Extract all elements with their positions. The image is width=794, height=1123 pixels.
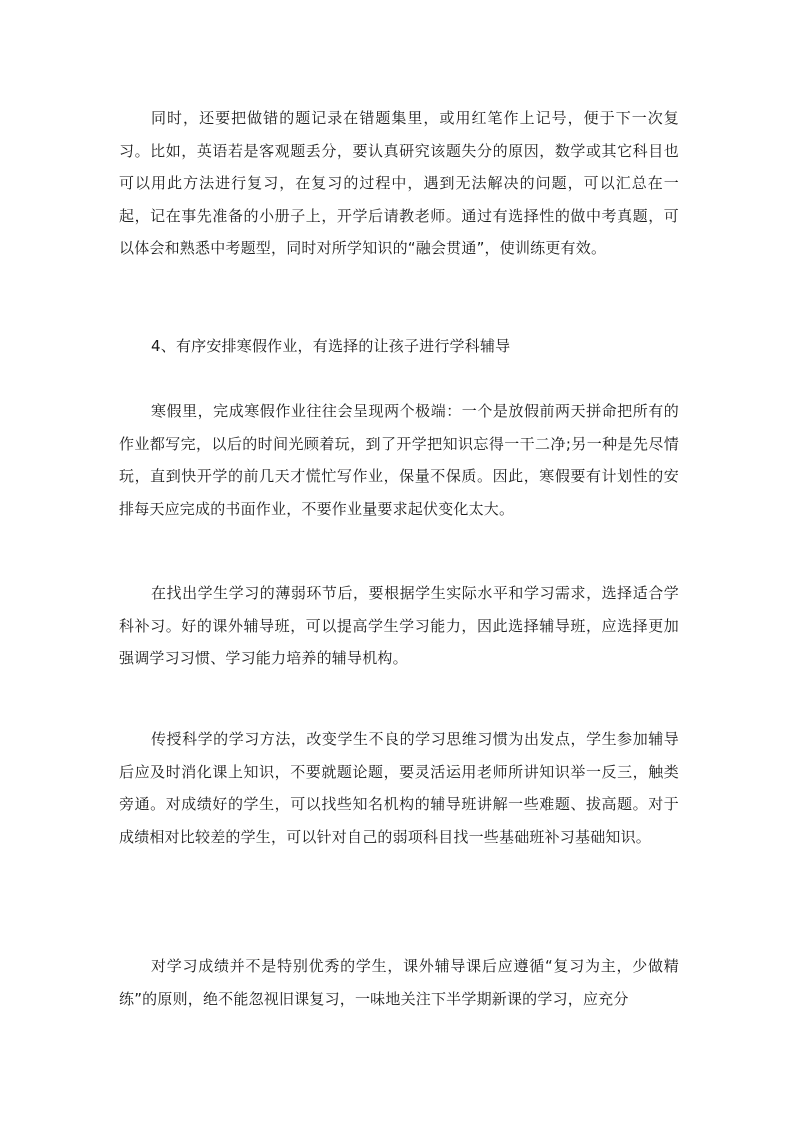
paragraph-review-principle: 对学习成绩并不是特别优秀的学生，课外辅导课后应遵循“复习为主，少做精练”的原则，绝不能忽视旧课复习，一味地关注下半学期新课的学习，应充分 <box>119 957 679 1008</box>
section-heading-homework-tutoring: 4、有序安排寒假作业，有选择的让孩子进行学科辅导 <box>151 337 511 355</box>
paragraph-winter-homework: 寒假里，完成寒假作业往往会呈现两个极端：一个是放假前两天拼命把所有的作业都写完，以后的时间光顾着玩，到了开学把知识忘得一干二净;另一种是先尽情玩，直到快开学的前几天才慌忙写作业，保量不保质。因此，寒假要有计划性的安排每天应完成的书面作业，不要作业量要求起伏变化太大。 <box>119 402 679 518</box>
paragraph-choose-tutoring: 在找出学生学习的薄弱环节后，要根据学生实际水平和学习需求，选择适合学科补习。好的课外辅导班，可以提高学生学习能力，因此选择辅导班，应选择更加强调学习习惯、学习能力培养的辅导机构。 <box>119 584 679 667</box>
paragraph-learning-methods: 传授科学的学习方法，改变学生不良的学习思维习惯为出发点，学生参加辅导后应及时消化课上知识，不要就题论题，要灵活运用老师所讲知识举一反三，触类旁通。对成绩好的学生，可以找些知名机构的辅导班讲解一些难题、拔高题。对于成绩相对比较差的学生，可以针对自己的弱项科目找一些基础班补习基础知识。 <box>119 730 679 846</box>
paragraph-review-mistakes: 同时，还要把做错的题记录在错题集里，或用红笔作上记号，便于下一次复习。比如，英语若是客观题丢分，要认真研究该题失分的原因，数学或其它科目也可以用此方法进行复习，在复习的过程中，遇到无法解决的问题，可以汇总在一起，记在事先准备的小册子上，开学后请教老师。通过有选择性的做中考真题，可以体会和熟悉中考题型，同时对所学知识的“融会贯通”，使训练更有效。 <box>119 109 679 257</box>
